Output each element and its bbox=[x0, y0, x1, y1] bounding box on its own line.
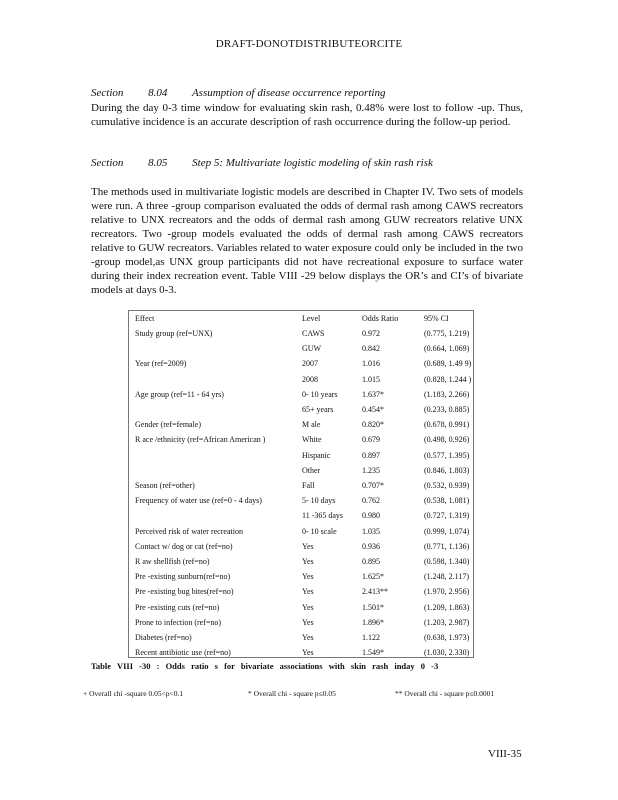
cell-ci: (0.678, 0.991) bbox=[424, 420, 470, 430]
draft-header: DRAFT-DONOTDISTRIBUTEORCITE bbox=[215, 38, 403, 50]
note-plus: + Overall chi -square 0.05<p<0.1 bbox=[83, 689, 184, 698]
cell-level: Yes bbox=[302, 602, 314, 612]
cell-ci: (0.664, 1.069) bbox=[424, 344, 470, 354]
cell-effect: Pre -existing sunburn(ref=no) bbox=[135, 572, 231, 582]
table-row bbox=[129, 508, 473, 523]
cell-odds-ratio: 0.972 bbox=[362, 329, 380, 338]
paragraph-methods: The methods used in multivariate logistic models are described in Chapter IV. Two sets of models were run. A three -group comparison evaluated the odds of dermal rash among CAWS recreators relative to UNX recreators and the odds of dermal rash among GUW recreators relative UNX recreators. Two -group models evaluated the odds of dermal rash among CAWS recreators relative to GUW recreators. Variables related to water exposure could only be included in the two -group model,as UNX group participants did not have recreational exposure to surface water during their index recreation event. Table VIII -29 below displays the OR’s and CI’s of bivariate models at days 0-3. bbox=[91, 186, 523, 296]
cell-level: 2008 bbox=[302, 374, 318, 384]
table-row bbox=[129, 493, 473, 508]
cell-odds-ratio: 1.637* bbox=[362, 389, 384, 399]
note-double-star: ** Overall chi - square p≤0.0001 bbox=[395, 689, 495, 698]
table-row bbox=[129, 341, 473, 356]
cell-odds-ratio: 2.413** bbox=[362, 587, 388, 597]
cell-odds-ratio: 1.035 bbox=[362, 526, 380, 536]
table-row bbox=[129, 417, 473, 432]
cell-odds-ratio: 0.842 bbox=[362, 344, 380, 354]
cell-effect: Pre -existing cuts (ref=no) bbox=[135, 602, 220, 612]
section-title: Step 5: Multivariate logistic modeling of skin rash risk bbox=[192, 157, 433, 169]
cell-effect: Frequency of water use (ref=0 - 4 days) bbox=[135, 496, 262, 506]
table-row bbox=[129, 326, 473, 341]
cell-odds-ratio: 1.016 bbox=[362, 359, 380, 369]
cell-odds-ratio: 1.896* bbox=[362, 617, 384, 627]
cell-level: Yes bbox=[302, 587, 314, 597]
cell-effect: Age group (ref=11 - 64 yrs) bbox=[135, 389, 224, 399]
cell-level: 2007 bbox=[302, 359, 318, 369]
cell-level: Yes bbox=[302, 541, 314, 551]
cell-effect: Diabetes (ref=no) bbox=[135, 633, 192, 642]
cell-effect: R ace /ethnicity (ref=African American ) bbox=[135, 435, 266, 445]
table-row bbox=[129, 448, 473, 463]
cell-level: 0- 10 scale bbox=[302, 526, 337, 536]
cell-level: Yes bbox=[302, 617, 314, 627]
cell-ci: (0.775, 1.219) bbox=[424, 329, 470, 338]
cell-level: 11 -365 days bbox=[302, 511, 344, 521]
cell-ci: (1.248, 2.117) bbox=[424, 572, 470, 582]
cell-effect: Year (ref=2009) bbox=[135, 359, 187, 369]
section-heading-8-05 bbox=[91, 157, 523, 169]
cell-odds-ratio: 1.122 bbox=[362, 633, 380, 642]
cell-effect: Pre -existing bug bites(ref=no) bbox=[135, 587, 234, 597]
cell-effect: Recent antibiotic use (ref=no) bbox=[135, 648, 231, 658]
cell-odds-ratio: 0.936 bbox=[362, 541, 380, 551]
cell-ci: (0.233, 0.885) bbox=[424, 405, 470, 414]
cell-ci: (0.498, 0.926) bbox=[424, 435, 470, 445]
cell-effect: Study group (ref=UNX) bbox=[135, 329, 213, 338]
cell-ci: (1.970, 2.956) bbox=[424, 587, 470, 597]
cell-effect: R aw shellfish (ref=no) bbox=[135, 557, 210, 566]
header-odds-ratio: Odds Ratio bbox=[362, 314, 399, 323]
cell-odds-ratio: 0.762 bbox=[362, 496, 380, 506]
table-row bbox=[129, 372, 473, 387]
table-row bbox=[129, 356, 473, 371]
header-ci: 95% CI bbox=[424, 314, 449, 323]
table-row bbox=[129, 539, 473, 554]
paragraph-followup: During the day 0-3 time window for evaluating skin rash, 0.48% were lost to follow -up. Thus, cumulative incidence is an accurate description of rash occurrence during the follow-up period. bbox=[91, 102, 523, 128]
cell-level: White bbox=[302, 435, 322, 445]
cell-odds-ratio: 0.897 bbox=[362, 450, 380, 460]
cell-ci: (0.577, 1.395) bbox=[424, 450, 470, 460]
section-heading-8-04 bbox=[91, 87, 523, 99]
cell-odds-ratio: 0.679 bbox=[362, 435, 380, 445]
cell-odds-ratio: 1.235 bbox=[362, 465, 380, 475]
cell-effect: Season (ref=other) bbox=[135, 481, 195, 490]
table-row bbox=[129, 645, 473, 660]
table-row bbox=[129, 615, 473, 630]
cell-odds-ratio: 1.501* bbox=[362, 602, 384, 612]
cell-ci: (0.999, 1.074) bbox=[424, 526, 470, 536]
table-row bbox=[129, 600, 473, 615]
table-row bbox=[129, 402, 473, 417]
section-title: Assumption of disease occurrence reporting bbox=[191, 87, 386, 99]
cell-ci: (1.203, 2.987) bbox=[424, 617, 470, 627]
section-number: 8.04 bbox=[148, 87, 168, 99]
cell-ci: (0.532, 0.939) bbox=[424, 481, 470, 490]
cell-level: 5- 10 days bbox=[302, 496, 336, 506]
cell-ci: (0.538, 1.081) bbox=[424, 496, 470, 506]
section-label: Section bbox=[91, 87, 124, 99]
table-row bbox=[129, 478, 473, 493]
page-number: VIII-35 bbox=[488, 748, 522, 760]
table-row bbox=[129, 584, 473, 599]
table-row bbox=[129, 630, 473, 645]
cell-ci: (1.183, 2.266) bbox=[424, 389, 470, 399]
cell-level: Yes bbox=[302, 633, 314, 642]
cell-odds-ratio: 0.707* bbox=[362, 481, 384, 490]
cell-ci: (1.209, 1.863) bbox=[424, 602, 470, 612]
table-header-row bbox=[129, 311, 473, 326]
cell-level: Yes bbox=[302, 572, 314, 582]
cell-odds-ratio: 0.980 bbox=[362, 511, 380, 521]
cell-level: 0- 10 years bbox=[302, 389, 338, 399]
header-effect: Effect bbox=[135, 314, 155, 323]
cell-ci: (1.030, 2.330) bbox=[424, 648, 470, 658]
cell-level: Other bbox=[302, 465, 321, 475]
table-caption: Table VIII -30 : Odds ratio s for bivariate associations with skin rash inday 0 -3 bbox=[91, 661, 439, 671]
table-row bbox=[129, 432, 473, 447]
cell-effect: Prone to infection (ref=no) bbox=[135, 617, 222, 627]
cell-level: GUW bbox=[302, 344, 322, 354]
cell-odds-ratio: 1.015 bbox=[362, 374, 380, 384]
cell-ci: (0.598, 1.340) bbox=[424, 557, 470, 566]
cell-odds-ratio: 1.549* bbox=[362, 648, 384, 658]
cell-level: Yes bbox=[302, 557, 314, 566]
cell-effect: Gender (ref=female) bbox=[135, 420, 202, 430]
cell-ci: (0.771, 1.136) bbox=[424, 541, 470, 551]
cell-level: Fall bbox=[302, 481, 315, 490]
cell-effect: Contact w/ dog or cat (ref=no) bbox=[135, 541, 233, 551]
cell-ci: (0.727, 1.319) bbox=[424, 511, 470, 521]
header-level: Level bbox=[302, 314, 321, 323]
cell-effect: Perceived risk of water recreation bbox=[135, 526, 243, 536]
table-row bbox=[129, 524, 473, 539]
cell-level: CAWS bbox=[302, 329, 325, 338]
cell-level: Yes bbox=[302, 648, 314, 658]
cell-odds-ratio: 0.454* bbox=[362, 405, 384, 414]
table-row bbox=[129, 387, 473, 402]
cell-level: Hispanic bbox=[302, 450, 331, 460]
cell-ci: (0.828, 1.244 ) bbox=[424, 374, 472, 384]
odds-ratio-table bbox=[128, 310, 474, 658]
table-row bbox=[129, 569, 473, 584]
section-label: Section bbox=[91, 157, 124, 169]
cell-level: 65+ years bbox=[302, 405, 334, 414]
cell-ci: (0.689, 1.49 9) bbox=[424, 359, 472, 369]
cell-ci: (0.846, 1.803) bbox=[424, 465, 470, 475]
section-number: 8.05 bbox=[148, 157, 168, 169]
table-row bbox=[129, 554, 473, 569]
cell-odds-ratio: 1.625* bbox=[362, 572, 384, 582]
table-row bbox=[129, 463, 473, 478]
cell-odds-ratio: 0.820* bbox=[362, 420, 384, 430]
cell-level: M ale bbox=[302, 420, 321, 430]
cell-odds-ratio: 0.895 bbox=[362, 557, 380, 566]
note-star: * Overall chi - square p≤0.05 bbox=[248, 689, 336, 698]
cell-ci: (0.638, 1.973) bbox=[424, 633, 470, 642]
